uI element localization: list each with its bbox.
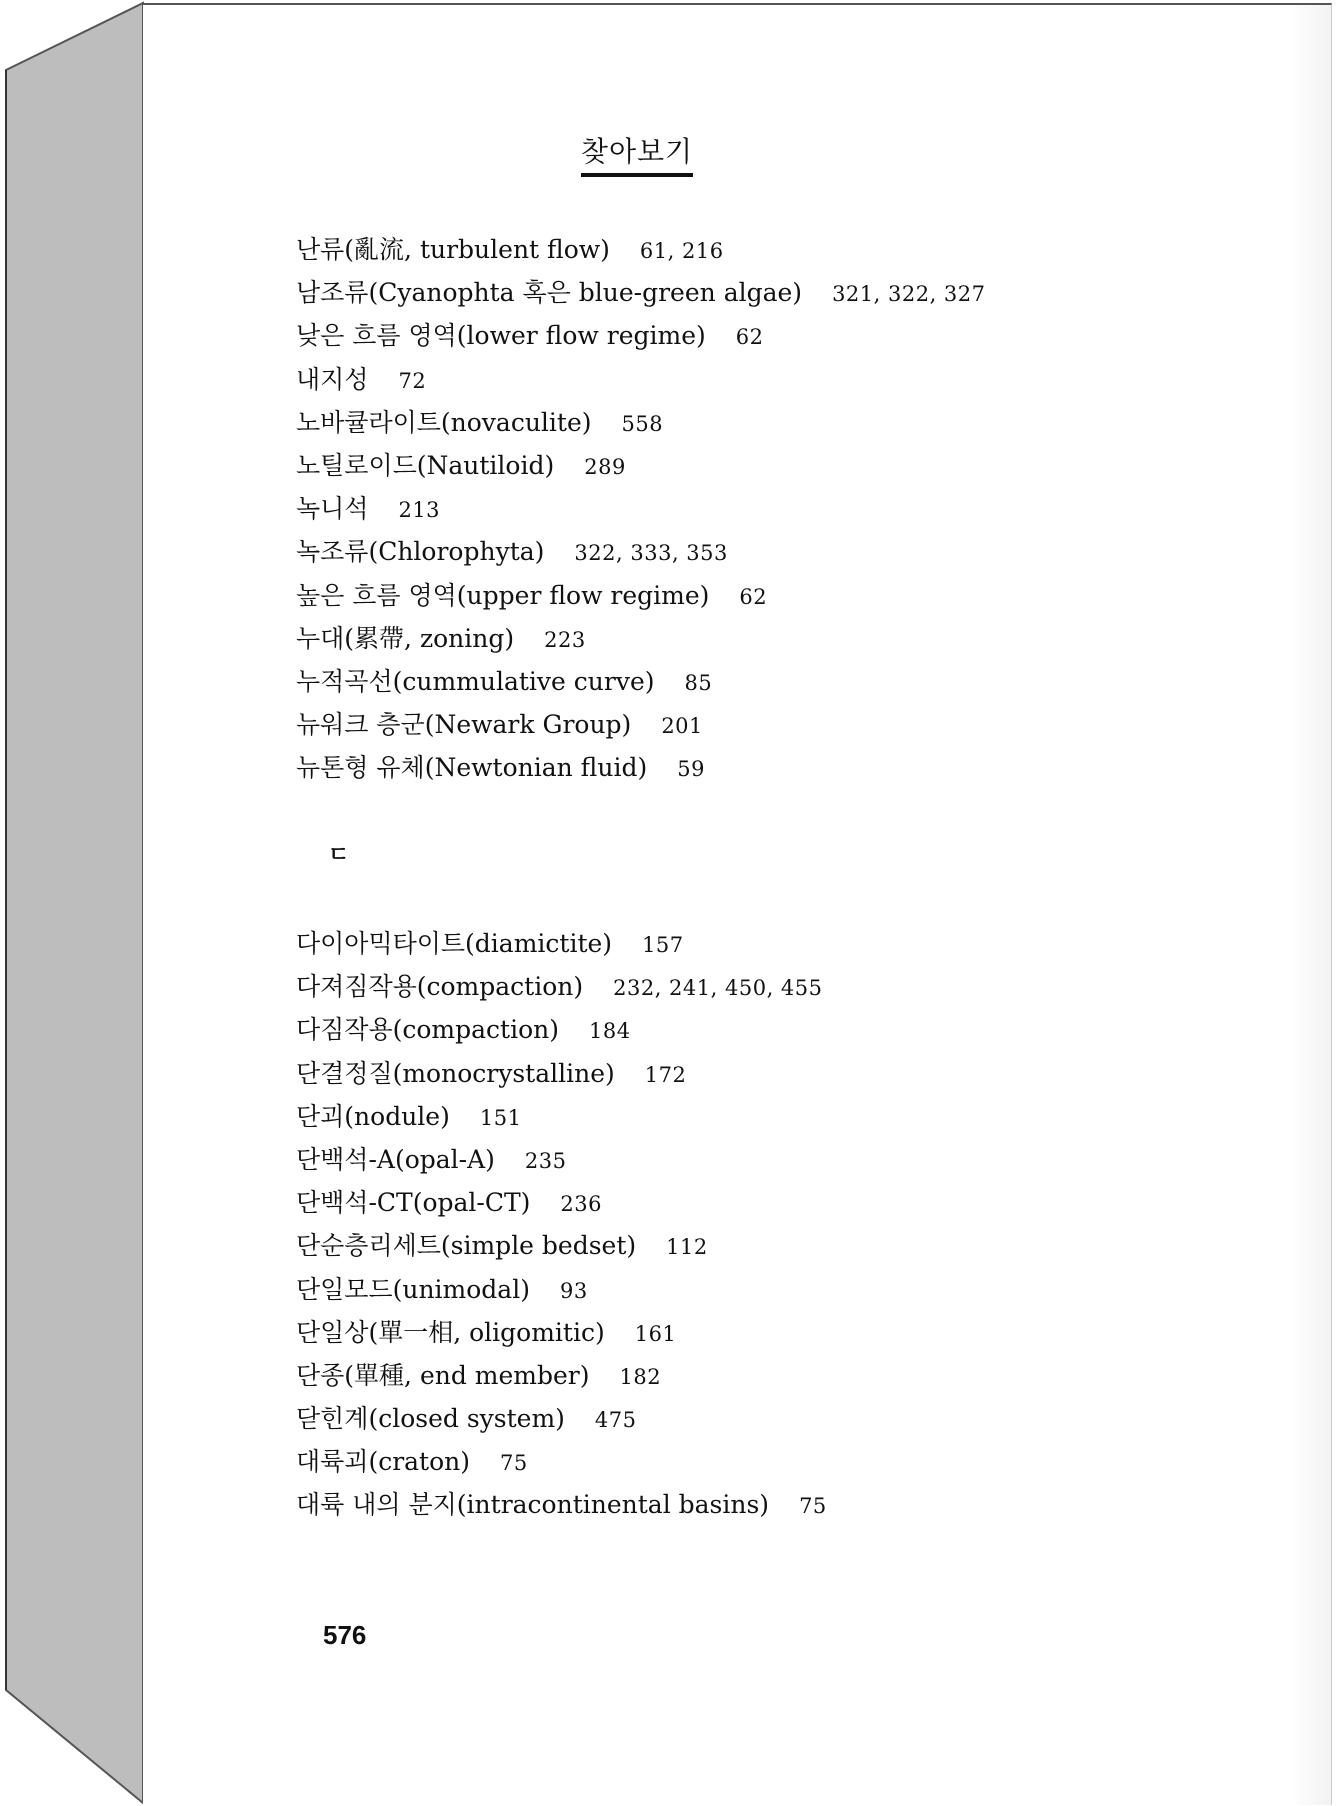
index-pages: 235 (524, 1148, 567, 1173)
index-entry (296, 660, 1196, 703)
index-section-n (296, 228, 1196, 789)
index-entry (296, 703, 1196, 746)
index-term: 남조류(Cyanophta 혹은 blue-green algae) (296, 278, 803, 308)
index-title: 찾아보기 (581, 130, 693, 177)
index-entry (296, 530, 1196, 573)
index-pages: 157 (642, 933, 684, 957)
index-term: 노바큘라이트(novaculite) (296, 407, 592, 437)
index-term: 다짐작용(compaction) (296, 1015, 559, 1045)
index-term: 녹니석 (296, 494, 369, 524)
index-pages: 62 (735, 325, 764, 350)
index-entry (296, 358, 1196, 401)
index-term: 단순층리세트(simple bedset) (296, 1231, 637, 1261)
index-term: 단결정질(monocrystalline) (296, 1058, 615, 1088)
index-term: 단백석-CT(opal-CT) (296, 1188, 531, 1218)
index-entry (296, 922, 1196, 965)
index-entry (296, 1224, 1196, 1267)
index-pages: 85 (684, 670, 713, 695)
index-term: 낮은 흐름 영역(lower flow regime) (296, 321, 706, 351)
index-pages: 213 (398, 498, 441, 523)
index-term: 뉴톤형 유체(Newtonian fluid) (296, 753, 648, 783)
index-pages: 151 (479, 1105, 522, 1130)
index-term: 단일모드(unimodal) (296, 1274, 530, 1304)
index-section-d (296, 922, 1196, 1527)
index-term: 높은 흐름 영역(upper flow regime) (296, 580, 710, 610)
index-pages: 232, 241, 450, 455 (613, 976, 823, 1001)
index-pages: 322, 333, 353 (574, 541, 728, 566)
index-entry (296, 617, 1196, 660)
index-entry (296, 746, 1196, 789)
index-pages: 61, 216 (639, 239, 724, 263)
index-pages: 223 (544, 627, 586, 652)
index-term: 단일상(單一相, oligomitic) (296, 1317, 605, 1347)
index-term: 대륙괴(craton) (296, 1447, 471, 1477)
index-pages: 72 (398, 368, 427, 393)
index-entry (296, 487, 1196, 530)
index-term: 대륙 내의 분지(intracontinental basins) (296, 1490, 770, 1520)
index-pages: 75 (500, 1451, 528, 1476)
index-term: 단괴(nodule) (296, 1101, 450, 1131)
index-pages: 172 (644, 1062, 687, 1087)
index-entry (296, 1181, 1196, 1224)
index-term: 다이아믹타이트(diamictite) (296, 929, 613, 958)
index-entry (296, 574, 1196, 617)
book-spine-edge (0, 0, 150, 1806)
page-shade (1291, 5, 1331, 1805)
index-pages: 558 (621, 411, 664, 436)
index-pages: 182 (619, 1364, 662, 1389)
index-pages: 112 (666, 1235, 708, 1260)
index-term: 단종(單種, end member) (296, 1360, 590, 1390)
index-entry (296, 1397, 1196, 1440)
index-entry (296, 1008, 1196, 1051)
index-title-wrap (537, 130, 737, 177)
index-entry (296, 1483, 1196, 1526)
index-entry (296, 1095, 1196, 1138)
index-entry (296, 444, 1196, 487)
index-pages: 62 (739, 584, 768, 609)
index-entry (296, 1354, 1196, 1397)
index-term: 난류(亂流, turbulent flow) (296, 235, 610, 264)
index-pages: 93 (559, 1278, 588, 1303)
index-entry (296, 314, 1196, 357)
index-term: 다져짐작용(compaction) (296, 972, 584, 1002)
index-entry (296, 965, 1196, 1008)
section-letter: ㄷ (328, 842, 350, 868)
index-term: 누대(累帶, zoning) (296, 623, 515, 653)
index-pages: 184 (588, 1019, 631, 1044)
index-term: 노틸로이드(Nautiloid) (296, 450, 555, 480)
index-entry (296, 1440, 1196, 1483)
index-entry (296, 401, 1196, 444)
index-entry (296, 1311, 1196, 1354)
page-number: 576 (323, 1620, 367, 1650)
index-pages: 236 (560, 1192, 603, 1217)
index-pages: 289 (584, 454, 626, 479)
index-term: 녹조류(Chlorophyta) (296, 537, 545, 567)
index-pages: 321, 322, 327 (832, 282, 986, 307)
index-pages: 59 (677, 757, 705, 782)
index-pages: 201 (661, 714, 703, 739)
index-entry (296, 1138, 1196, 1181)
index-term: 단백석-A(opal-A) (296, 1144, 495, 1174)
index-pages: 75 (799, 1494, 827, 1519)
index-pages: 475 (594, 1408, 637, 1433)
index-term: 뉴워크 층군(Newark Group) (296, 710, 632, 740)
index-entry (296, 1052, 1196, 1095)
index-term: 내지성 (296, 364, 369, 394)
index-entry (296, 271, 1196, 314)
index-term: 누적곡선(cummulative curve) (296, 666, 655, 696)
index-pages: 161 (634, 1321, 677, 1346)
index-term: 닫힌계(closed system) (296, 1404, 565, 1434)
index-entry (296, 228, 1196, 271)
index-entry (296, 1268, 1196, 1311)
